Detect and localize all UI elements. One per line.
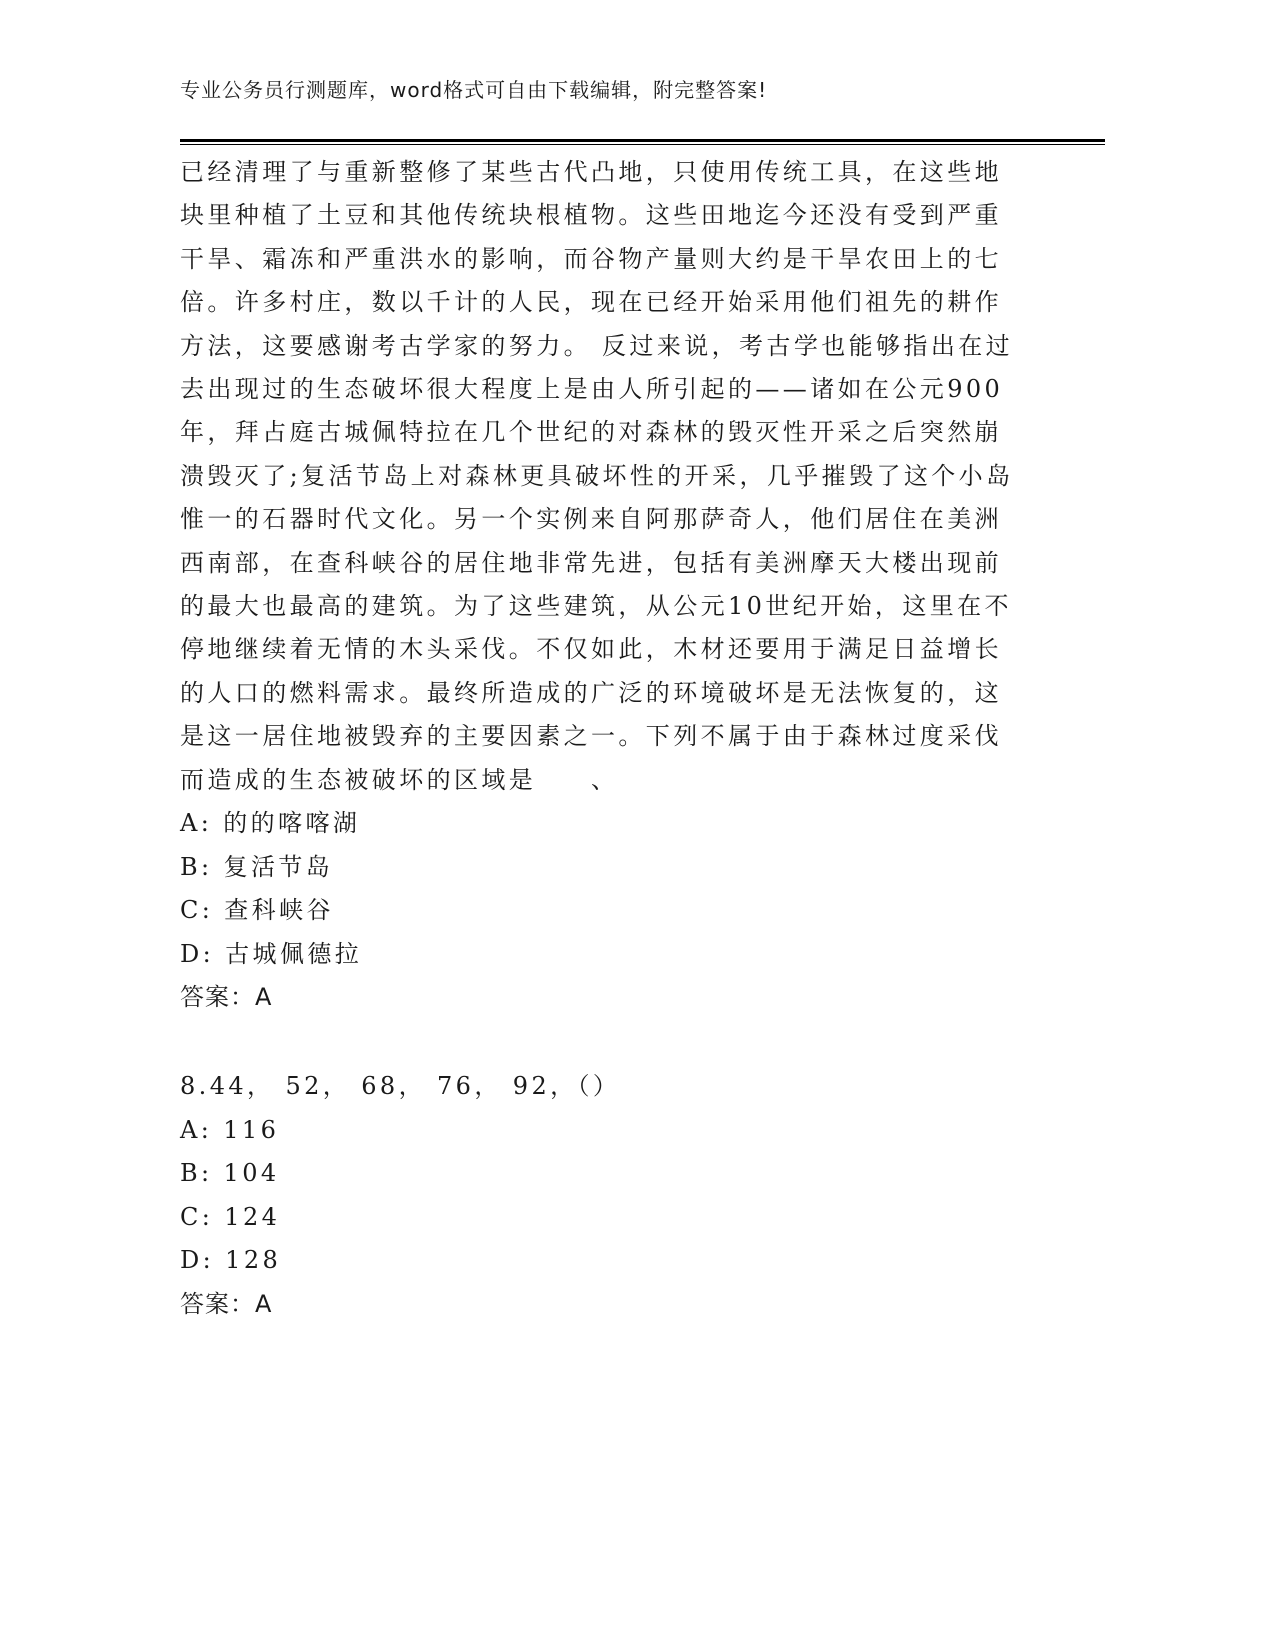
header-rule-thin <box>180 144 1105 145</box>
answer-key: 答案：A <box>180 983 273 1012</box>
passage-line: 倍。许多村庄，数以千计的人民，现在已经开始采用他们祖先的耕作 <box>180 288 1002 317</box>
passage-line: 停地继续着无情的木头采伐。不仅如此，木材还要用于满足日益增长 <box>180 635 1002 664</box>
passage-line: 年，拜占庭古城佩特拉在几个世纪的对森林的毁灭性开采之后突然崩 <box>180 418 1002 447</box>
passage-line: 去出现过的生态破坏很大程度上是由人所引起的——诸如在公元900 <box>180 375 1004 403</box>
passage-line: 块里种植了土豆和其他传统块根植物。这些田地迄今还没有受到严重 <box>180 201 1002 230</box>
answer-option: C: 124 <box>180 1202 281 1231</box>
answer-option: A: 116 <box>180 1115 280 1144</box>
page-header: 专业公务员行测题库，word格式可自由下载编辑，附完整答案! <box>180 78 768 102</box>
passage-line: 干旱、霜冻和严重洪水的影响，而谷物产量则大约是干旱农田上的七 <box>180 244 1002 273</box>
passage-line: 惟一的石器时代文化。另一个实例来自阿那萨奇人，他们居住在美洲 <box>180 505 1002 534</box>
header-rule-thick <box>180 139 1105 142</box>
answer-option: D: 古城佩德拉 <box>180 939 363 968</box>
passage-line: 是这一居住地被毁弃的主要因素之一。下列不属于由于森林过度采伐 <box>180 722 1002 751</box>
answer-option: D: 128 <box>180 1246 282 1275</box>
answer-key: 答案：A <box>180 1290 273 1318</box>
passage-line: 方法，这要感谢考古学家的努力。 反过来说，考古学也能够指出在过 <box>180 331 1014 360</box>
answer-option: C: 查科峡谷 <box>180 896 334 925</box>
answer-option: A: 的的喀喀湖 <box>180 809 361 837</box>
question-text: 8.44， 52， 68， 76， 92，（） <box>180 1072 621 1100</box>
passage-line: 已经清理了与重新整修了某些古代凸地，只使用传统工具，在这些地 <box>180 158 1002 186</box>
passage-line: 而造成的生态被破坏的区域是 、 <box>180 765 619 794</box>
passage-line: 的人口的燃料需求。最终所造成的广泛的环境破坏是无法恢复的，这 <box>180 678 1002 707</box>
answer-option: B: 复活节岛 <box>180 852 334 881</box>
passage-line: 溃毁灭了;复活节岛上对森林更具破坏性的开采，几乎摧毁了这个小岛 <box>180 461 1014 490</box>
passage-line: 的最大也最高的建筑。为了这些建筑，从公元10世纪开始，这里在不 <box>180 592 1012 620</box>
answer-option: B: 104 <box>180 1159 280 1188</box>
passage-line: 西南部，在查科峡谷的居住地非常先进，包括有美洲摩天大楼出现前 <box>180 548 1002 577</box>
